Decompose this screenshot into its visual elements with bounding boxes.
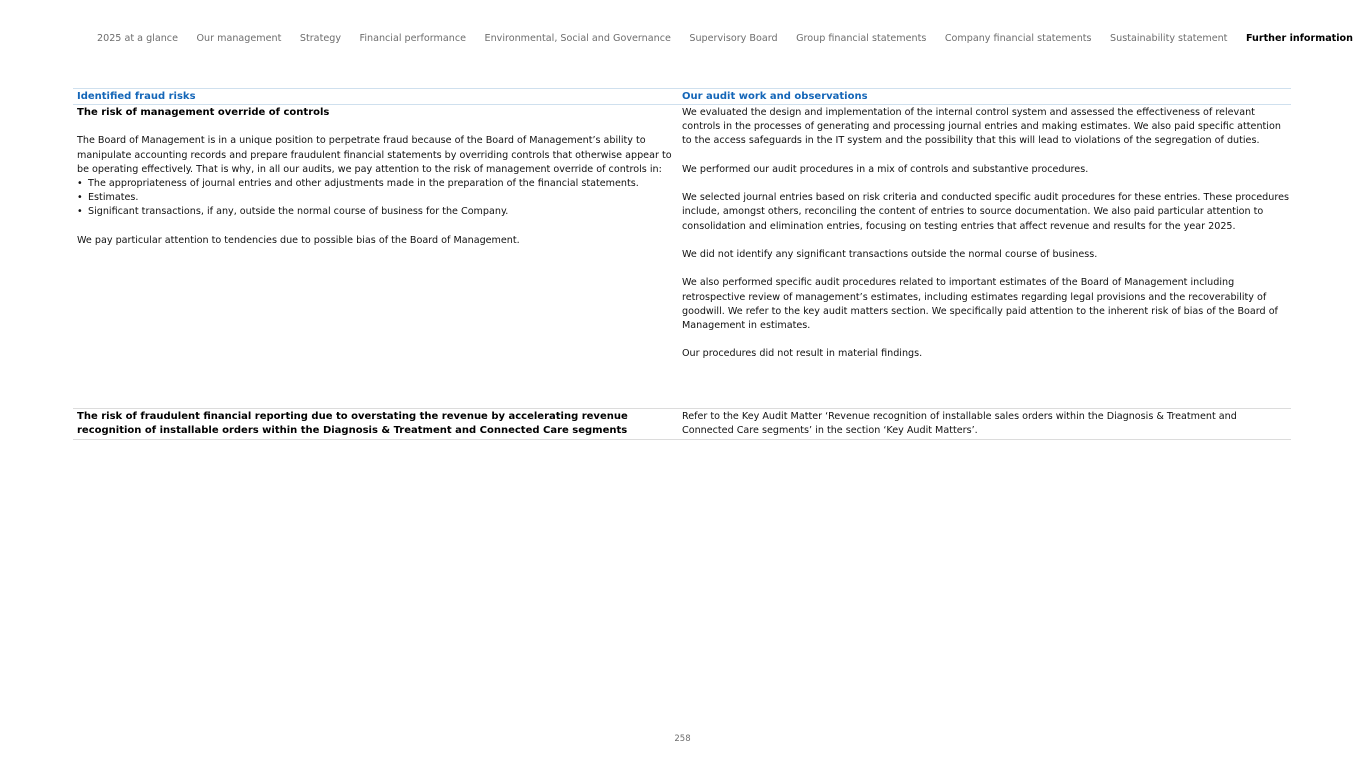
table-row	[73, 409, 1291, 440]
page-number: 258	[674, 734, 691, 744]
fraud-risk-cell	[73, 106, 678, 408]
audit-work-cell	[678, 106, 1291, 408]
nav-item-2025-at-a-glance[interactable]: 2025 at a glance	[97, 32, 178, 44]
audit-work-cell	[678, 410, 1291, 439]
nav-item-company-financial-statements[interactable]: Company financial statements	[944, 32, 1092, 44]
nav-item-supervisory-board[interactable]: Supervisory Board	[689, 32, 778, 44]
nav-item-strategy[interactable]: Strategy	[299, 32, 341, 44]
nav-item-sustainability-statement[interactable]: Sustainability statement	[1110, 32, 1228, 44]
fraud-risk-title: The risk of fraudulent financial reporting due to overstating the revenue by accelerating revenue recognition of installable orders within the Diagnosis & Treatment and Connected Care segments	[77, 411, 628, 437]
audit-paragraph: We performed our audit procedures in a mix of controls and substantive procedures.	[682, 163, 1089, 175]
top-navigation	[76, 30, 1353, 46]
nav-item-financial-performance[interactable]: Financial performance	[359, 32, 467, 44]
audit-paragraph: We also performed specific audit procedures related to important estimates of the Board of Management including retrospective review of management’s estimates, including estimates regarding legal provisions and the recoverability of goodwill. We refer to the key audit matters section. We specifically paid attention to the inherent risk of bias of the Board of Management in estimates.	[682, 277, 1278, 331]
bullet-item: • Significant transactions, if any, outside the normal course of business for the Company.	[77, 206, 509, 218]
audit-paragraph: Refer to the Key Audit Matter ‘Revenue recognition of installable sales orders within the Diagnosis & Treatment and Connected Care segments’ in the section ‘Key Audit Matters’.	[682, 411, 1237, 437]
column-header-fraud-risks: Identified fraud risks	[77, 91, 196, 102]
nav-item-our-management[interactable]: Our management	[196, 32, 282, 44]
audit-paragraph: We evaluated the design and implementation of the internal control system and assessed the effectiveness of relevant controls in the processes of generating and processing journal entries and making estimates. We also paid specific attention to the access safeguards in the IT system and the possibility that this will lead to violations of the segregation of duties.	[682, 107, 1281, 147]
column-header-audit-work: Our audit work and observations	[682, 91, 868, 102]
table-row	[73, 105, 1291, 409]
bullet-item: • Estimates.	[77, 192, 139, 204]
bullet-item: • The appropriateness of journal entries and other adjustments made in the preparation of the financial statements.	[77, 178, 639, 189]
nav-item-group-financial-statements[interactable]: Group financial statements	[796, 32, 927, 44]
fraud-risk-cell	[73, 410, 678, 439]
audit-paragraph: We did not identify any significant transactions outside the normal course of business.	[682, 248, 1098, 260]
table-header-row	[73, 88, 1291, 105]
fraud-risk-description: The Board of Management is in a unique position to perpetrate fraud because of the Board of Management’s ability to manipulate accounting records and prepare fraudulent financial statements by overriding controls that otherwise appear to be operating effectively. That is why, in all our audits, we pay attention to the risk of management override of controls in:	[77, 135, 672, 175]
fraud-risk-table	[73, 88, 1291, 440]
fraud-risk-note: We pay particular attention to tendencies due to possible bias of the Board of Management.	[77, 234, 520, 246]
nav-item-esg[interactable]: Environmental, Social and Governance	[484, 32, 671, 44]
nav-item-further-information[interactable]: Further information	[1245, 32, 1353, 44]
fraud-risk-title: The risk of management override of controls	[77, 107, 330, 118]
audit-paragraph: We selected journal entries based on risk criteria and conducted specific audit procedures for these entries. These procedures include, amongst others, reconciling the content of entries to source documentation. We also paid particular attention to consolidation and elimination entries, focusing on testing entries that affect revenue and results for the year 2025.	[682, 192, 1289, 232]
audit-paragraph: Our procedures did not result in material findings.	[682, 348, 923, 360]
